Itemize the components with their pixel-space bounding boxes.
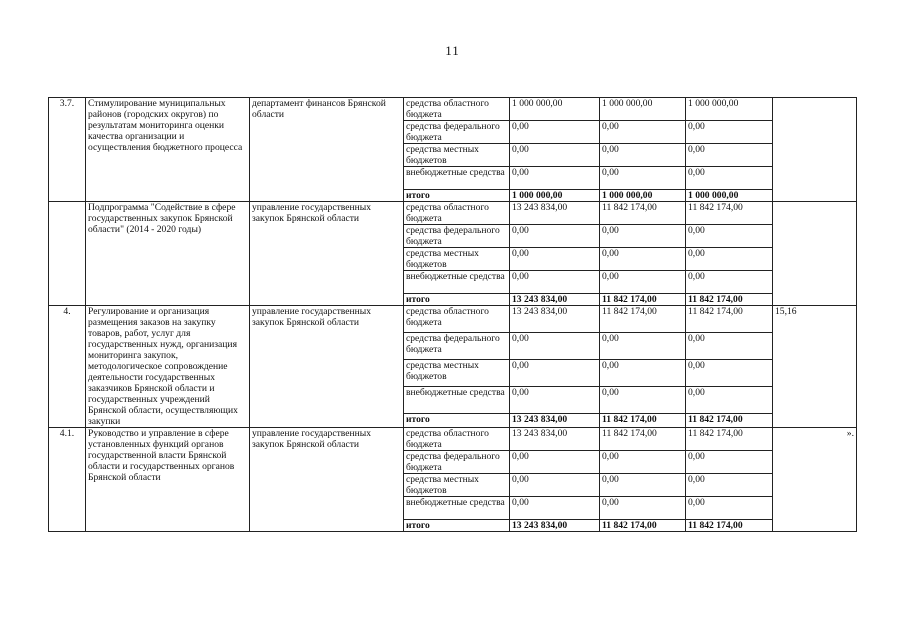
amount-year-3: 11 842 174,00 <box>686 202 773 225</box>
amount-year-2: 11 842 174,00 <box>600 413 686 427</box>
amount-year-2: 0,00 <box>600 248 686 271</box>
amount-year-1: 0,00 <box>510 474 600 497</box>
item-executor: управление государственных закупок Брянской области <box>250 428 404 532</box>
amount-year-2: 0,00 <box>600 121 686 144</box>
amount-year-3: 0,00 <box>686 451 773 474</box>
funding-source: средства областного бюджета <box>404 202 510 225</box>
amount-year-1: 0,00 <box>510 271 600 294</box>
amount-year-3: 0,00 <box>686 474 773 497</box>
amount-year-2: 0,00 <box>600 271 686 294</box>
amount-year-3: 0,00 <box>686 121 773 144</box>
amount-year-2: 11 842 174,00 <box>600 306 686 333</box>
funding-source: средства федерального бюджета <box>404 225 510 248</box>
item-name: Подпрограмма "Содействие в сфере государственных закупок Брянской области" (2014 - 2020 годы) <box>86 202 250 306</box>
amount-year-3: 0,00 <box>686 225 773 248</box>
funding-source: внебюджетные средства <box>404 497 510 520</box>
funding-source: средства местных бюджетов <box>404 359 510 386</box>
item-number: 3.7. <box>49 98 86 202</box>
amount-year-1: 13 243 834,00 <box>510 306 600 333</box>
amount-year-2: 1 000 000,00 <box>600 190 686 202</box>
item-number <box>49 202 86 306</box>
amount-year-2: 0,00 <box>600 167 686 190</box>
funding-source: средства областного бюджета <box>404 428 510 451</box>
amount-year-3: 11 842 174,00 <box>686 294 773 306</box>
amount-year-2: 11 842 174,00 <box>600 520 686 532</box>
amount-year-1: 0,00 <box>510 386 600 413</box>
item-number: 4. <box>49 306 86 428</box>
budget-table-body <box>49 98 857 532</box>
amount-year-1: 0,00 <box>510 144 600 167</box>
funding-source: средства федерального бюджета <box>404 451 510 474</box>
amount-year-3: 0,00 <box>686 167 773 190</box>
amount-year-2: 0,00 <box>600 451 686 474</box>
amount-year-3: 11 842 174,00 <box>686 413 773 427</box>
table-row <box>49 98 857 121</box>
item-name: Стимулирование муниципальных районов (городских округов) по результатам мониторинга оценки качества организации и осуществления бюджетного процесса <box>86 98 250 202</box>
amount-year-3: 0,00 <box>686 248 773 271</box>
item-executor: департамент финансов Брянской области <box>250 98 404 202</box>
funding-source: итого <box>404 294 510 306</box>
funding-source: средства местных бюджетов <box>404 144 510 167</box>
amount-year-1: 13 243 834,00 <box>510 428 600 451</box>
funding-source: средства федерального бюджета <box>404 332 510 359</box>
amount-year-2: 0,00 <box>600 225 686 248</box>
amount-year-3: 0,00 <box>686 271 773 294</box>
table-row <box>49 428 857 451</box>
item-number: 4.1. <box>49 428 86 532</box>
amount-year-3: 0,00 <box>686 359 773 386</box>
funding-source: внебюджетные средства <box>404 386 510 413</box>
item-executor: управление государственных закупок Брянской области <box>250 202 404 306</box>
closing-quote-mark: ». <box>773 428 857 532</box>
amount-year-3: 0,00 <box>686 332 773 359</box>
amount-year-1: 0,00 <box>510 497 600 520</box>
item-executor: управление государственных закупок Брянской области <box>250 306 404 428</box>
target-indicators: 15,16 <box>773 306 857 428</box>
amount-year-3: 0,00 <box>686 144 773 167</box>
amount-year-2: 0,00 <box>600 332 686 359</box>
amount-year-2: 11 842 174,00 <box>600 202 686 225</box>
amount-year-1: 13 243 834,00 <box>510 413 600 427</box>
amount-year-1: 13 243 834,00 <box>510 294 600 306</box>
page-number: 11 <box>445 43 460 58</box>
amount-year-1: 0,00 <box>510 248 600 271</box>
amount-year-2: 11 842 174,00 <box>600 428 686 451</box>
amount-year-2: 0,00 <box>600 386 686 413</box>
amount-year-2: 0,00 <box>600 144 686 167</box>
amount-year-3: 1 000 000,00 <box>686 190 773 202</box>
table-row <box>49 202 857 225</box>
amount-year-2: 0,00 <box>600 497 686 520</box>
amount-year-2: 0,00 <box>600 359 686 386</box>
amount-year-1: 13 243 834,00 <box>510 520 600 532</box>
amount-year-1: 0,00 <box>510 121 600 144</box>
amount-year-3: 11 842 174,00 <box>686 306 773 333</box>
amount-year-1: 0,00 <box>510 359 600 386</box>
funding-source: внебюджетные средства <box>404 167 510 190</box>
table-row <box>49 306 857 333</box>
funding-source: итого <box>404 413 510 427</box>
item-name: Руководство и управление в сфере установленных функций органов государственной власти Брянской области и государственных органов Брянской области <box>86 428 250 532</box>
amount-year-3: 0,00 <box>686 497 773 520</box>
amount-year-1: 0,00 <box>510 167 600 190</box>
budget-table <box>48 97 857 532</box>
target-indicators <box>773 202 857 306</box>
amount-year-3: 1 000 000,00 <box>686 98 773 121</box>
amount-year-3: 0,00 <box>686 386 773 413</box>
funding-source: средства федерального бюджета <box>404 121 510 144</box>
amount-year-1: 0,00 <box>510 225 600 248</box>
amount-year-3: 11 842 174,00 <box>686 520 773 532</box>
funding-source: итого <box>404 190 510 202</box>
amount-year-1: 1 000 000,00 <box>510 190 600 202</box>
amount-year-1: 0,00 <box>510 332 600 359</box>
amount-year-2: 11 842 174,00 <box>600 294 686 306</box>
amount-year-1: 13 243 834,00 <box>510 202 600 225</box>
funding-source: средства местных бюджетов <box>404 248 510 271</box>
funding-source: средства областного бюджета <box>404 306 510 333</box>
funding-source: внебюджетные средства <box>404 271 510 294</box>
funding-source: средства местных бюджетов <box>404 474 510 497</box>
item-name: Регулирование и организация размещения заказов на закупку товаров, работ, услуг для государственных нужд, организация мониторинга закупок, методологическое сопровождение деятельности государственных заказчиков Брянской области и государственных учреждений Брянской области, осуществляющих закупки <box>86 306 250 428</box>
funding-source: средства областного бюджета <box>404 98 510 121</box>
amount-year-2: 1 000 000,00 <box>600 98 686 121</box>
target-indicators <box>773 98 857 202</box>
amount-year-3: 11 842 174,00 <box>686 428 773 451</box>
funding-source: итого <box>404 520 510 532</box>
amount-year-1: 1 000 000,00 <box>510 98 600 121</box>
amount-year-2: 0,00 <box>600 474 686 497</box>
amount-year-1: 0,00 <box>510 451 600 474</box>
